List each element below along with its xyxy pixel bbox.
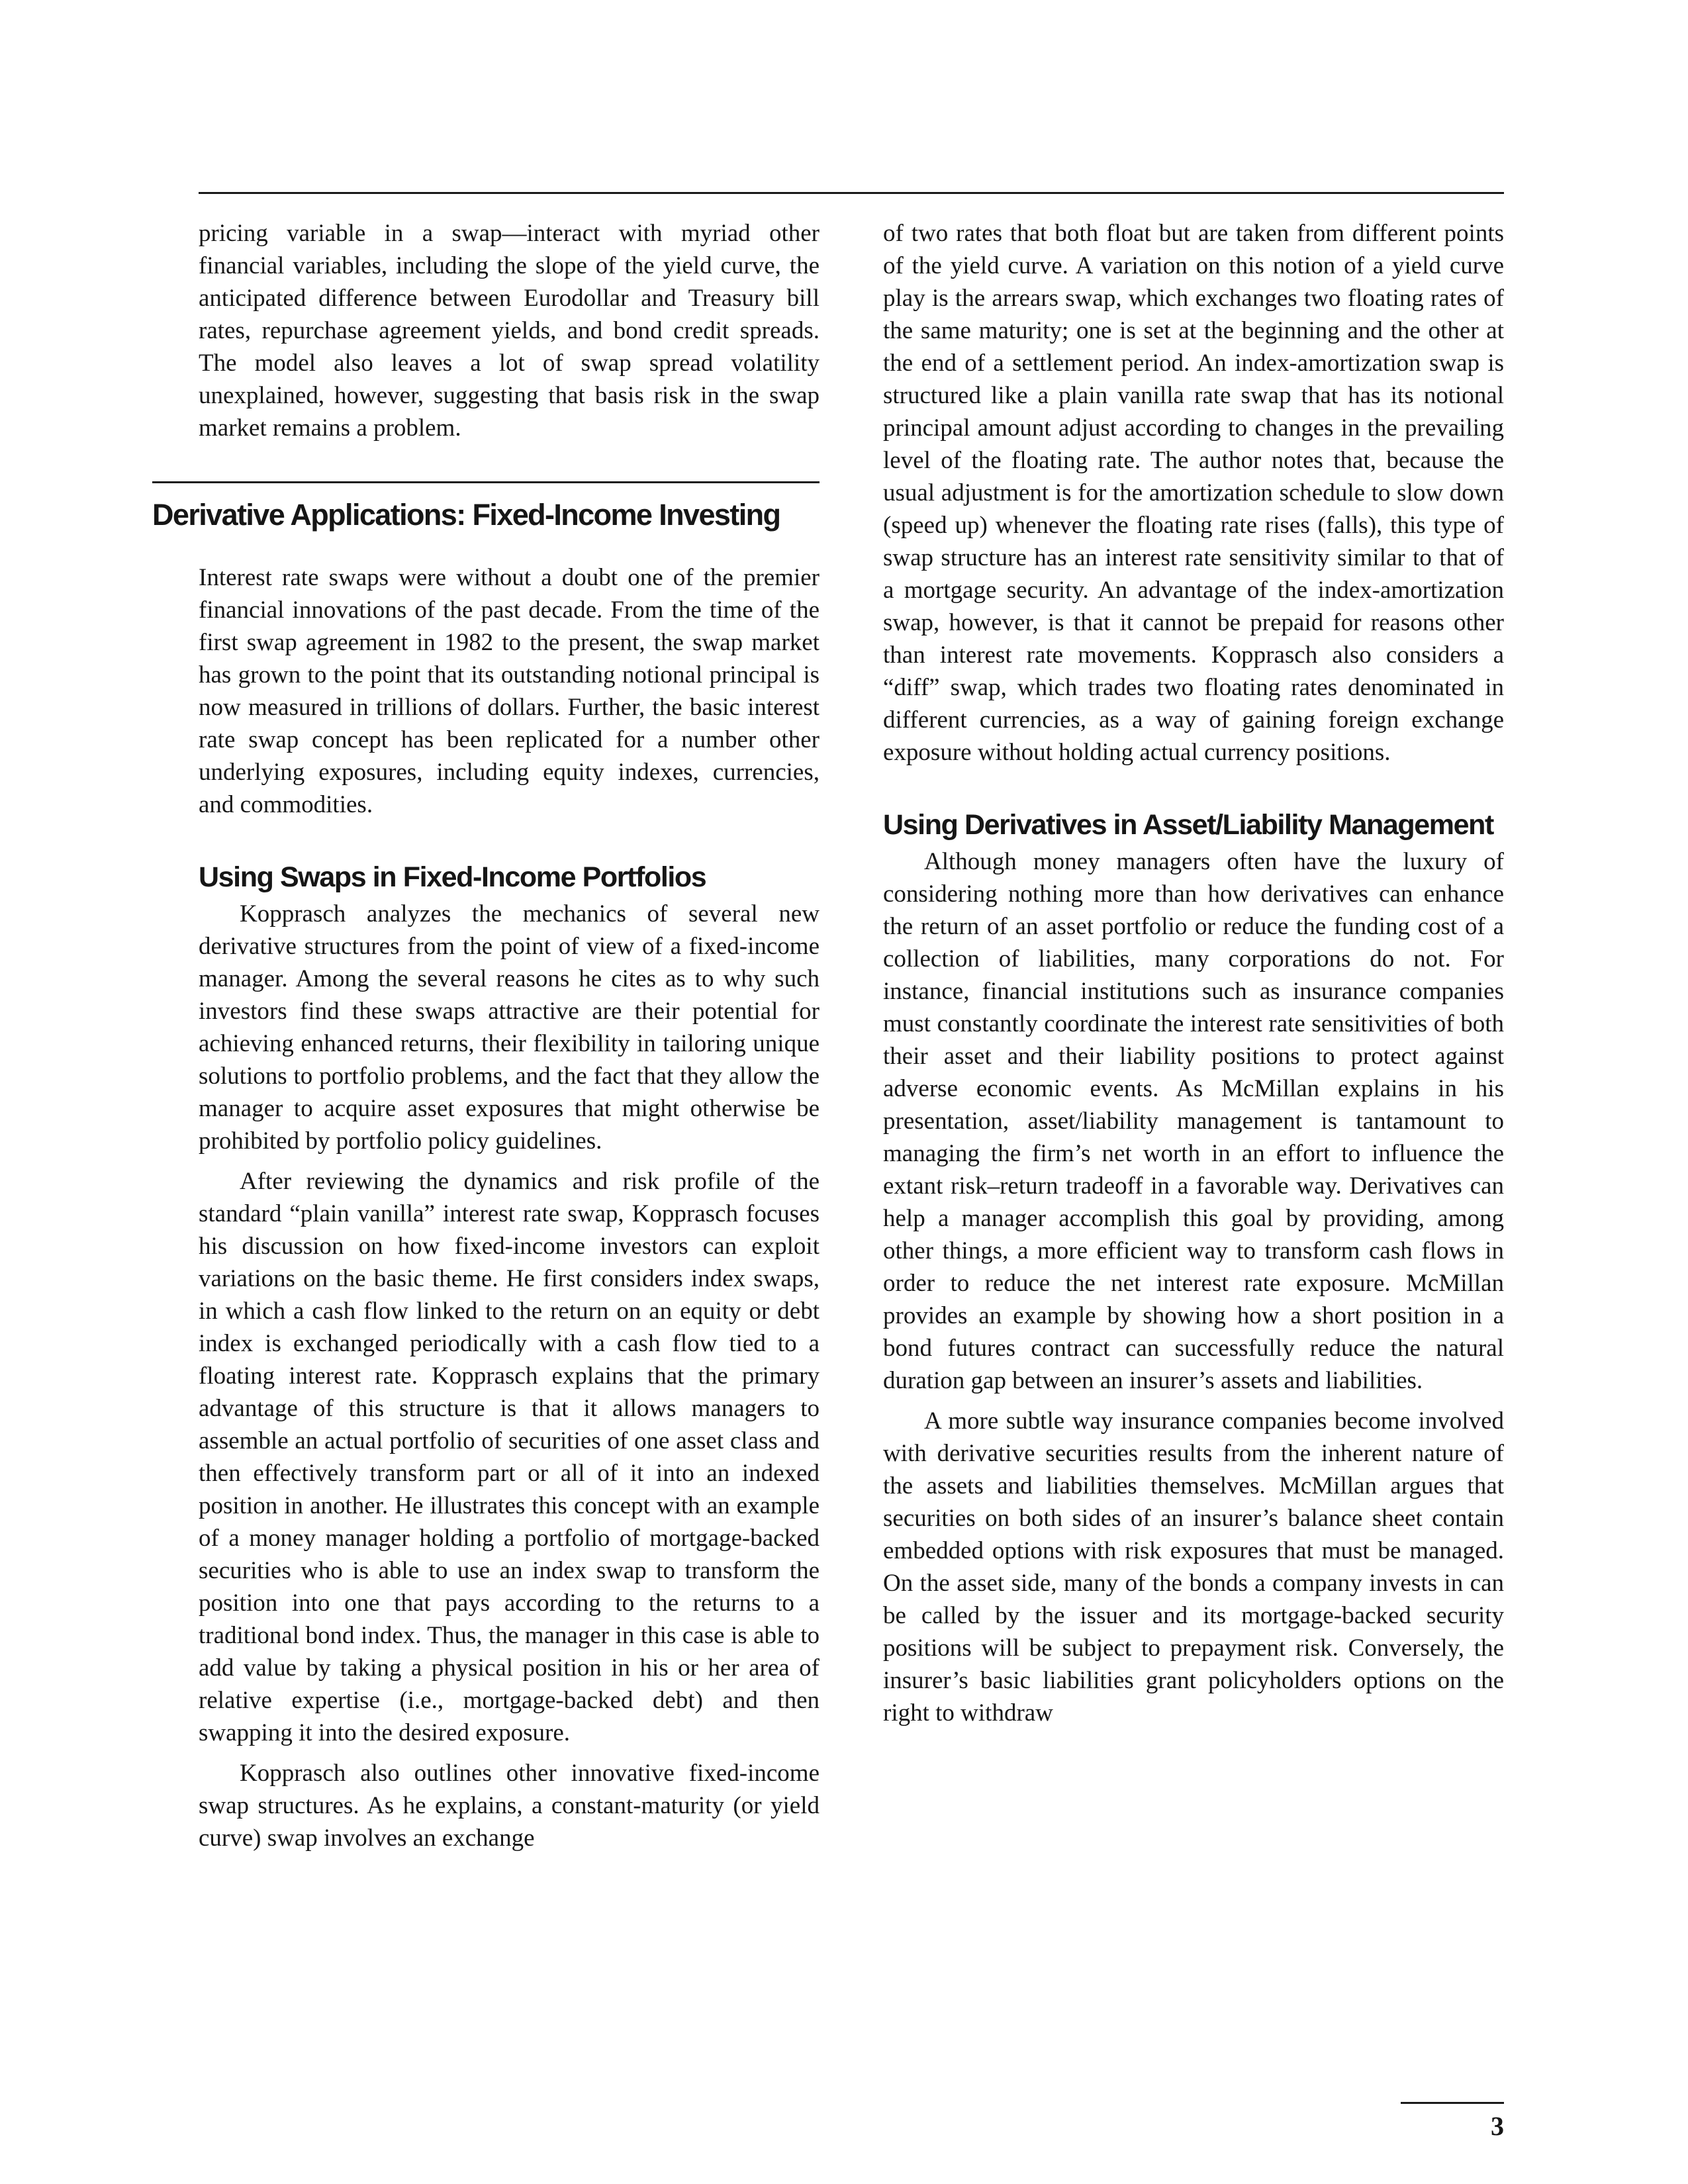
paragraph-plain-vanilla: After reviewing the dynamics and risk profile of the standard “plain vanilla” interest rate swap, Kopprasch focuses his discussion on how fixed-income investors can exploit variations on the basic theme. He first considers index swaps, in which a cash flow linked to the return on an equity or debt index is exchanged periodically with a cash flow tied to a floating interest rate. Kopprasch explains that the primary advantage of this structure is that it allows managers to assemble an actual portfolio of securities of one asset class and then effectively transform part or all of it into an indexed position in another. He illustrates this concept with an example of a money manager holding a portfolio of mortgage-backed securities who is able to use an index swap to transform the position into one that pays according to the returns to a traditional bond index. Thus, the manager in this case is able to add value by taking a physical position in his or her area of relative expertise (i.e., mortgage-backed debt) and then swapping it into the desired exposure. — [199, 1168, 820, 1746]
intro-paragraph: pricing variable in a swap—interact with myriad other financial variables, including the slope of the yield curve, the anticipated difference between Eurodollar and Treasury bill rates, repurchase agreement yields, and bond credit spreads. The model also leaves a lot of swap spread volatility unexplained, however, suggesting that basis risk in the swap market remains a problem. — [199, 220, 820, 442]
subsection-title-alm: Using Derivatives in Asset/Liability Management — [883, 809, 1493, 841]
paragraph-other-structures: Kopprasch also outlines other innovative fixed-income swap structures. As he explains, a constant-maturity (or yield curve) swap involves an exchange — [199, 1760, 820, 1852]
paragraph-money-managers: Although money managers often have the luxury of considering nothing more than how derivatives can enhance the return of an asset portfolio or reduce the funding cost of a collection of liabilities, many corporations do not. For instance, financial institutions such as insurance companies must constantly coordinate the interest rate sensitivities of both their asset and their liability positions to protect against adverse economic events. As McMillan explains in his presentation, asset/liability management is tantamount to managing the firm’s net worth in an effort to influence the extant risk–return tradeoff in a favorable way. Derivatives can help a manager accomplish this goal by providing, among other things, a more efficient way to transform cash flows in order to reduce the net interest rate exposure. McMillan provides an example by showing how a short position in a bond futures contract can successfully reduce the natural duration gap between an insurer’s assets and liabilities. — [883, 848, 1504, 1394]
page-number: 3 — [1491, 2111, 1504, 2141]
header-rule — [199, 192, 1504, 194]
paragraph-kopprasch-analyzes: Kopprasch analyzes the mechanics of several new derivative structures from the point of view of a fixed-income manager. Among the several reasons he cites as to why such investors find these swaps attractive are their potential for achieving enhanced returns, their flexibility in tailoring unique solutions to portfolio problems, and the fact that they allow the manager to acquire asset exposures that might otherwise be prohibited by portfolio policy guidelines. — [199, 900, 820, 1155]
section-paragraph: Interest rate swaps were without a doubt one of the premier financial innovations of the past decade. From the time of the first swap agreement in 1982 to the present, the swap market has grown to the point that its outstanding notional principal is now measured in trillions of dollars. Further, the basic interest rate swap concept has been replicated for a number other underlying exposures, including equity indexes, currencies, and commodities. — [199, 564, 820, 818]
paragraph-subtle-way: A more subtle way insurance companies become involved with derivative securities results from the inherent nature of the assets and liabilities themselves. McMillan argues that securities on both sides of an insurer’s balance sheet contain embedded options with risk exposures that must be managed. On the asset side, many of the bonds a company invests in can be called by the issuer and its mortgage-backed security positions will be subject to prepayment risk. Conversely, the insurer’s basic liabilities grant policyholders options on the right to withdraw — [883, 1407, 1504, 1727]
footer-rule — [1401, 2102, 1504, 2104]
left-column — [152, 217, 820, 1854]
right-column — [883, 217, 1504, 1729]
section-rule — [152, 481, 820, 483]
subsection-title-swaps: Using Swaps in Fixed-Income Portfolios — [199, 861, 706, 893]
continuation-paragraph: of two rates that both float but are taken from different points of the yield curve. A variation on this notion of a yield curve play is the arrears swap, which exchanges two floating rates of the same maturity; one is set at the beginning and the other at the end of a settlement period. An index-amortization swap is structured like a plain vanilla rate swap that has its notional principal amount adjust according to changes in the prevailing level of the floating rate. The author notes that, because the usual adjustment is for the amortization schedule to slow down (speed up) whenever the floating rate rises (falls), this type of swap structure has an interest rate sensitivity similar to that of a mortgage security. An advantage of the index-amortization swap, however, is that it cannot be prepaid for reasons other than interest rate movements. Kopprasch also considers a “diff” swap, which trades two floating rates denominated in different currencies, as a way of gaining foreign exchange exposure without holding actual currency positions. — [883, 220, 1504, 766]
section-title: Derivative Applications: Fixed-Income Investing — [152, 498, 780, 532]
